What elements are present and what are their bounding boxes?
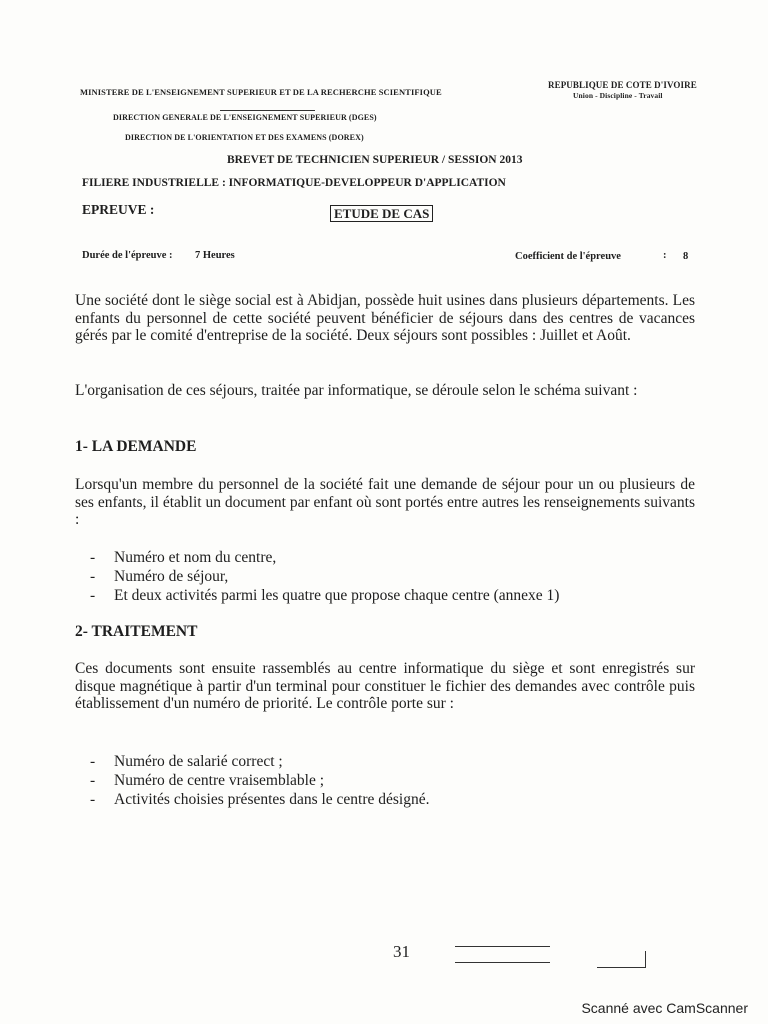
republic-motto: Union - Discipline - Travail — [573, 91, 663, 100]
ministry-header: MINISTERE DE L'ENSEIGNEMENT SUPERIEUR ET DE LA RECHERCHE SCIENTIFIQUE — [80, 87, 442, 97]
header-divider — [220, 110, 315, 111]
controle-list — [90, 752, 430, 809]
scanner-watermark: Scanné avec CamScanner — [581, 1000, 748, 1016]
footer-line — [455, 962, 550, 963]
direction-general: DIRECTION GENERALE DE L'ENSEIGNEMENT SUPERIEUR (DGES) — [113, 113, 377, 122]
epreuve-value: ETUDE DE CAS — [330, 205, 433, 222]
section-traitement-title: 2- TRAITEMENT — [75, 623, 198, 640]
exam-title: BREVET DE TECHNICIEN SUPERIEUR / SESSION 2013 — [227, 154, 523, 166]
list-item: - Activités choisies présentes dans le centre désigné. — [90, 790, 430, 809]
footer-box — [597, 951, 646, 968]
list-item: - Numéro de séjour, — [90, 567, 559, 586]
page-number: 31 — [393, 942, 410, 961]
list-item: - Numéro de salarié correct ; — [90, 752, 430, 771]
coef-value: 8 — [683, 251, 689, 262]
demande-list — [90, 548, 559, 605]
section-traitement-text: Ces documents sont ensuite rassemblés au centre informatique du siège et sont enregistrés sur disque magnétique à partir d'un terminal pour constituer le fichier des demandes avec contrôle puis établissement d'un numéro de priorité. Le contrôle porte sur : — [75, 660, 695, 712]
list-item: - Numéro et nom du centre, — [90, 548, 559, 567]
section-demande-title: 1- LA DEMANDE — [75, 438, 197, 455]
footer-line — [455, 946, 550, 947]
duree-label: Durée de l'épreuve : — [82, 250, 173, 261]
list-item: - Et deux activités parmi les quatre que propose chaque centre (annexe 1) — [90, 586, 559, 605]
direction-orientation: DIRECTION DE L'ORIENTATION ET DES EXAMENS (DOREX) — [125, 133, 364, 142]
section-demande-text: Lorsqu'un membre du personnel de la société fait une demande de séjour pour un ou plusieurs de ses enfants, il établit un document par enfant où sont portés entre autres les renseignements suivants : — [75, 476, 695, 528]
exam-filiere: FILIERE INDUSTRIELLE : INFORMATIQUE-DEVELOPPEUR D'APPLICATION — [82, 177, 506, 189]
coef-colon: : — [663, 250, 667, 261]
duree-value: 7 Heures — [195, 250, 235, 261]
list-item: - Numéro de centre vraisemblable ; — [90, 771, 430, 790]
intro-paragraph: Une société dont le siège social est à Abidjan, possède huit usines dans plusieurs départements. Les enfants du personnel de cette société peuvent bénéficier de séjours dans des centres de vacances gérés par le comité d'entreprise de la société. Deux séjours sont possibles : Juillet et Août. — [75, 292, 695, 344]
epreuve-label: EPREUVE : — [82, 202, 155, 217]
coef-label: Coefficient de l'épreuve — [515, 251, 621, 262]
republic-header: REPUBLIQUE DE COTE D'IVOIRE — [548, 80, 697, 90]
epreuve-box — [330, 205, 433, 223]
organisation-paragraph: L'organisation de ces séjours, traitée par informatique, se déroule selon le schéma suivant : — [75, 382, 638, 399]
